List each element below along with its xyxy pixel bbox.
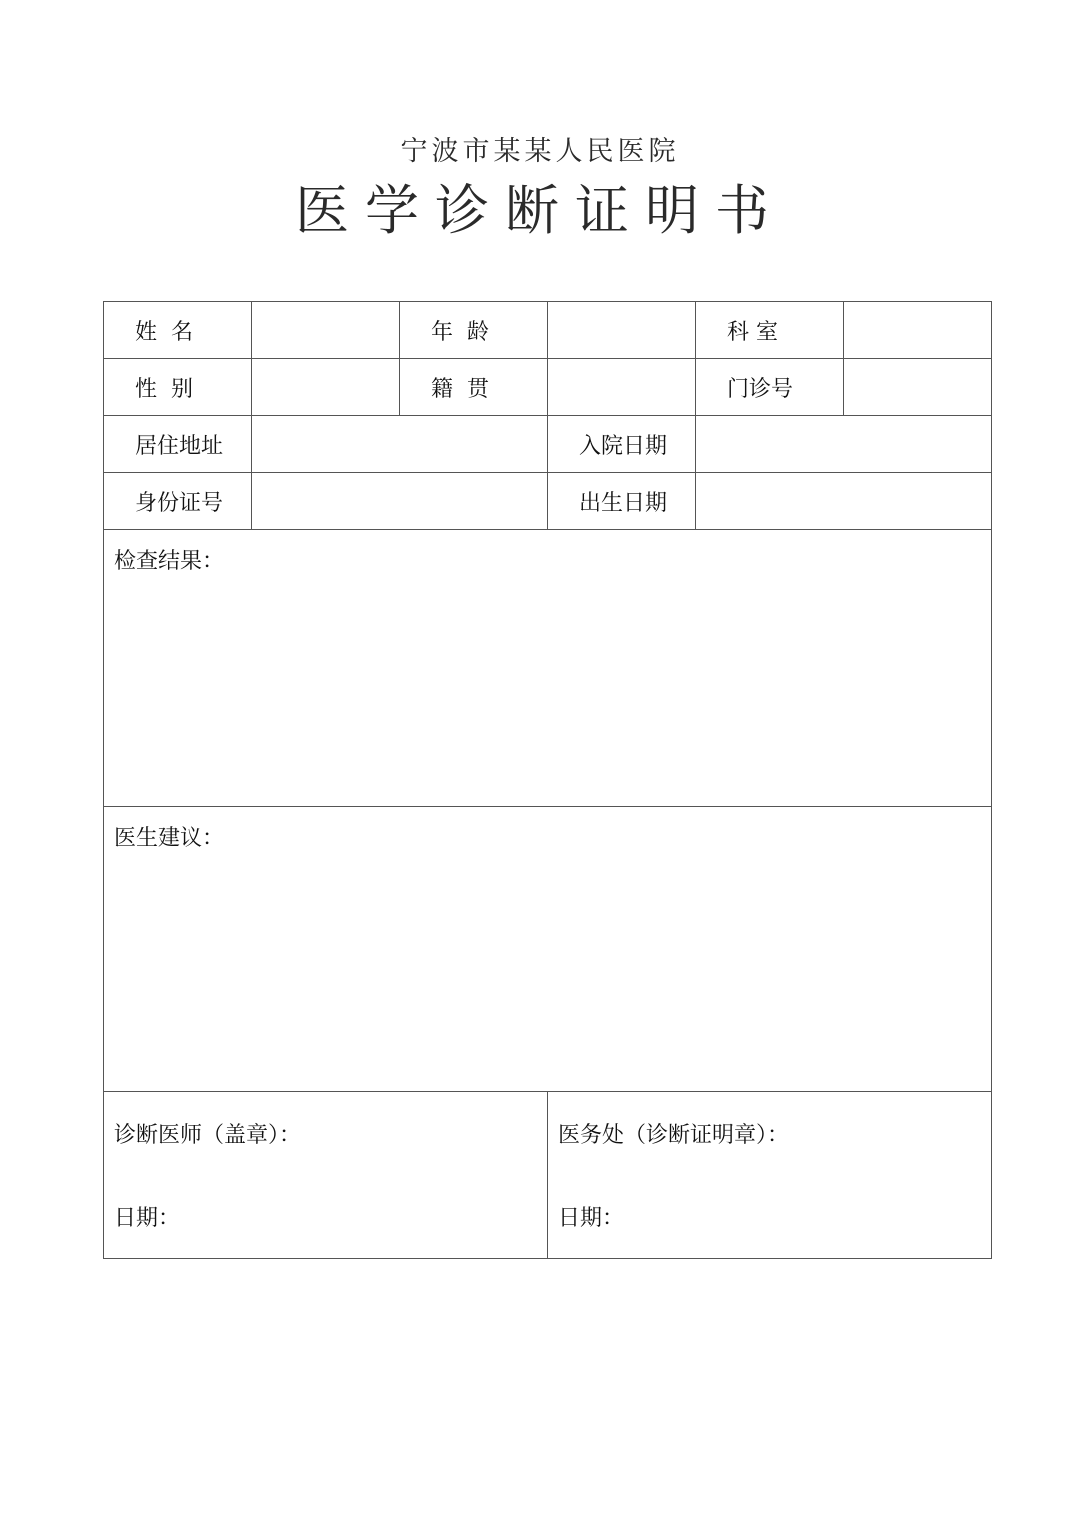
department-label: 科 室 [696, 302, 844, 359]
document-title: 医学诊断证明书 [295, 179, 785, 242]
address-label: 居住地址 [104, 416, 252, 473]
age-label: 年 龄 [400, 302, 548, 359]
doctor-date-label: 日期： [114, 1206, 181, 1231]
age-field[interactable] [548, 302, 696, 359]
gender-label: 性 别 [104, 359, 252, 416]
gender-field[interactable] [252, 359, 400, 416]
hospital-name: 宁波市某某人民医院 [400, 136, 680, 167]
native-place-field[interactable] [548, 359, 696, 416]
admission-date-label: 入院日期 [548, 416, 696, 473]
department-field[interactable] [844, 302, 992, 359]
address-field[interactable] [252, 416, 548, 473]
name-field[interactable] [252, 302, 400, 359]
admission-date-field[interactable] [696, 416, 992, 473]
outpatient-no-field[interactable] [844, 359, 992, 416]
doctor-signature-cell[interactable] [104, 1092, 548, 1259]
form-row-signatures [104, 1092, 992, 1259]
form-row-gender [104, 359, 992, 416]
outpatient-no-label: 门诊号 [696, 359, 844, 416]
name-label: 姓 名 [104, 302, 252, 359]
doctor-advice-label: 医生建议： [114, 826, 225, 851]
form-row-doctor-advice [104, 807, 992, 1092]
form-row-id [104, 473, 992, 530]
native-place-label: 籍 贯 [400, 359, 548, 416]
medical-office-label: 医务处（诊断证明章）： [558, 1123, 790, 1148]
form-row-name [104, 302, 992, 359]
form-row-address [104, 416, 992, 473]
doctor-advice-section[interactable] [104, 807, 992, 1092]
exam-results-section[interactable] [104, 530, 992, 807]
exam-results-label: 检查结果： [114, 549, 225, 574]
form-row-exam-results [104, 530, 992, 807]
medical-office-stamp-cell[interactable] [548, 1092, 992, 1259]
birth-date-field[interactable] [696, 473, 992, 530]
office-date-label: 日期： [558, 1206, 625, 1231]
id-number-label: 身份证号 [104, 473, 252, 530]
diagnosis-form-table [103, 301, 992, 1259]
id-number-field[interactable] [252, 473, 548, 530]
doctor-signature-label: 诊断医师（盖章）： [114, 1123, 302, 1148]
birth-date-label: 出生日期 [548, 473, 696, 530]
